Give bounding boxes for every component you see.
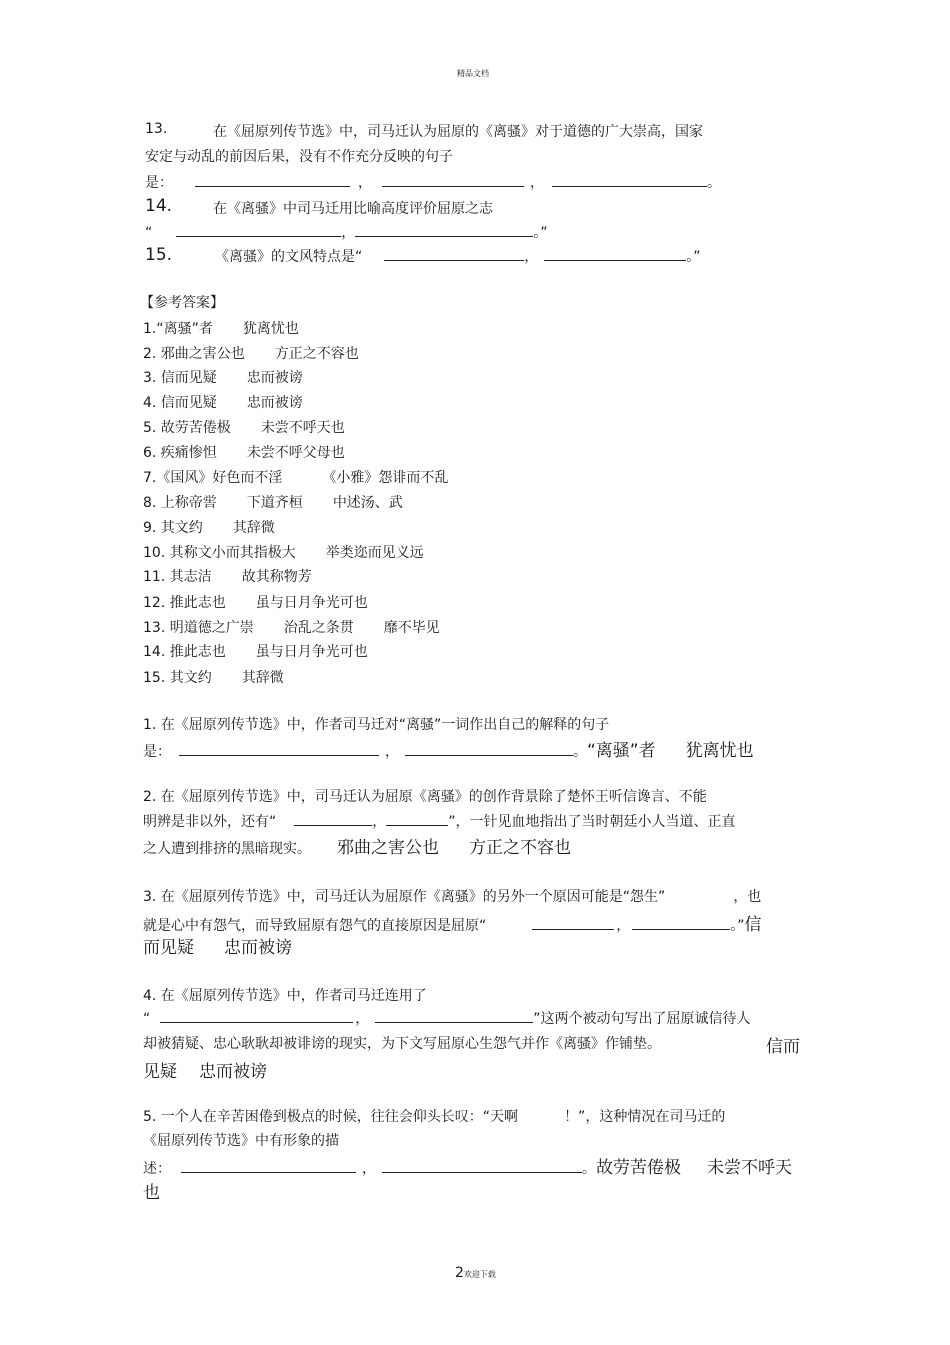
q14-line1: 在《离骚》中司马迁用比喻高度评价屈原之志 xyxy=(213,201,493,217)
q13-line3: 是： ， ， 。 xyxy=(145,172,721,192)
answer-item: 8. 上称帝喾 下道齐桓 中述汤、武 xyxy=(143,495,403,511)
q4-answer-line: 见疑 忠而被谤 xyxy=(143,1062,267,1082)
q4-answer-a1: 信而 xyxy=(766,1037,800,1057)
page-header: 精品文档 xyxy=(457,69,489,78)
q3-blank-2[interactable] xyxy=(632,915,730,930)
answer-item: 11. 其志洁 故其称物芳 xyxy=(143,569,312,585)
answer-item: 15. 其文约 其辞微 xyxy=(143,670,284,686)
q1-blank-2[interactable] xyxy=(405,741,573,756)
page-number: 2 xyxy=(455,1265,464,1281)
q3-answer-line: 而见疑 忠而被谤 xyxy=(143,938,292,958)
answer-item: 2. 邪曲之害公也 方正之不容也 xyxy=(143,346,359,362)
q3-line1: 3. 在《屈原列传节选》中，司马迁认为屈原作《离骚》的另外一个原因可能是“怨生” ，也 xyxy=(143,889,762,905)
q5-line1: 5. 一个人在辛苦困倦到极点的时候，往往会仰头长叹：“天啊 ！”，这种情况在司马迁的 xyxy=(143,1109,726,1125)
answer-item: 3. 信而见疑 忠而被谤 xyxy=(143,370,303,386)
q13-blank-2[interactable] xyxy=(382,172,524,187)
q5-line2: 《屈原列传节选》中有形象的描 xyxy=(143,1133,339,1149)
answer-item: 14. 推此志也 虽与日月争光可也 xyxy=(143,644,368,660)
q13-line2: 安定与动乱的前因后果，没有不作充分反映的句子 xyxy=(145,149,453,165)
q2-line1: 2. 在《屈原列传节选》中，司马迁认为屈原《离骚》的创作背景除了楚怀王听信谗言、不能 xyxy=(143,789,707,805)
q5-line3: 述： ， 。故劳苦倦极 未尝不呼天 xyxy=(143,1158,792,1178)
q14-blank-1[interactable] xyxy=(176,222,341,237)
q13-number: 13. xyxy=(145,121,168,137)
answer-item: 4. 信而见疑 忠而被谤 xyxy=(143,395,303,411)
q4-line3: 却被猜疑、忠心耿耿却被诽谤的现实，为下文写屈原心生怨气并作《离骚》作铺垫。 xyxy=(143,1036,661,1052)
q13-blank-1[interactable] xyxy=(195,172,350,187)
q4-blank-2[interactable] xyxy=(375,1008,533,1023)
q3-blank-1[interactable] xyxy=(532,915,614,930)
q13-line1: 在《屈原列传节选》中，司马迁认为屈原的《离骚》对于道德的广大崇高，国家 xyxy=(213,124,703,140)
q5-blank-2[interactable] xyxy=(382,1158,582,1173)
q2-line3: 之人遭到排挤的黑暗现实。 邪曲之害公也 方正之不容也 xyxy=(143,838,571,858)
q14-line2: “ ， 。” xyxy=(145,222,548,242)
answer-item: 7.《国风》好色而不淫 《小雅》怨诽而不乱 xyxy=(143,470,449,486)
q1-line2: 是： ， 。“离骚”者 犹离忧也 xyxy=(143,741,754,761)
answers-heading: 【参考答案】 xyxy=(140,295,224,311)
q2-blank-1[interactable] xyxy=(294,811,372,826)
answer-item: 5. 故劳苦倦极 未尝不呼天也 xyxy=(143,420,345,436)
q15-number: 15. xyxy=(145,245,173,265)
footer-text: 欢迎下载 xyxy=(463,1270,496,1279)
q4-line1: 4. 在《屈原列传节选》中，作者司马迁连用了 xyxy=(143,988,427,1004)
q14-number: 14. xyxy=(145,196,173,216)
q1-line1: 1. 在《屈原列传节选》中，作者司马迁对“离骚”一词作出自己的解释的句子 xyxy=(143,717,610,733)
page-footer xyxy=(455,1262,496,1281)
answer-item: 12. 推此志也 虽与日月争光可也 xyxy=(143,595,368,611)
q2-line2: 明辨是非以外，还有“ ， ”，一针见血地指出了当时朝廷小人当道、正直 xyxy=(143,811,736,831)
q15-blank-2[interactable] xyxy=(544,246,686,261)
q3-line2: 就是心中有怨气，而导致屈原有怨气的直接原因是屈原“ ， 。”信 xyxy=(143,915,762,935)
answer-item: 6. 疾痛惨怛 未尝不呼父母也 xyxy=(143,445,345,461)
q15-blank-1[interactable] xyxy=(384,246,524,261)
q4-line2: “ ， ”这两个被动句写出了屈原诚信待人 xyxy=(143,1008,751,1028)
q1-blank-1[interactable] xyxy=(179,741,379,756)
q2-blank-2[interactable] xyxy=(386,811,448,826)
q4-blank-1[interactable] xyxy=(160,1008,353,1023)
answer-item: 1.“离骚”者 犹离忧也 xyxy=(143,321,299,337)
answer-item: 9. 其文约 其辞微 xyxy=(143,520,275,536)
q14-blank-2[interactable] xyxy=(355,222,533,237)
q15-line: 《离骚》的文风特点是“ ， 。” xyxy=(215,246,701,266)
answer-item: 13. 明道德之广崇 治乱之条贯 靡不毕见 xyxy=(143,620,440,636)
q5-answer-b2: 也 xyxy=(143,1183,160,1203)
q5-blank-1[interactable] xyxy=(181,1158,356,1173)
q13-blank-3[interactable] xyxy=(552,172,707,187)
answer-item: 10. 其称文小而其指极大 举类迩而见义远 xyxy=(143,545,424,561)
